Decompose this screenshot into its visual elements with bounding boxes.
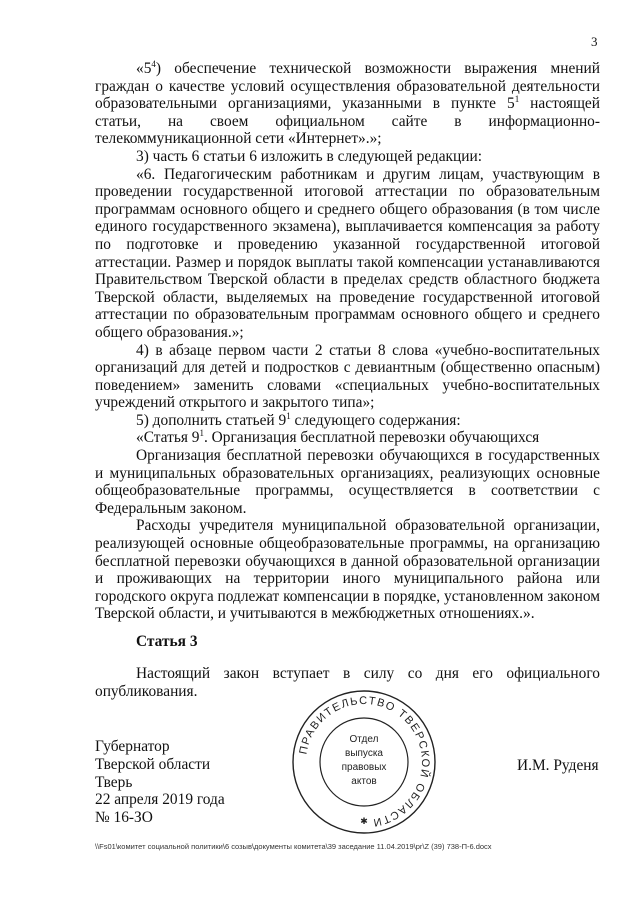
text-run: настоящей статьи, на своем официальном сайте в информационно-телекоммуникационной сети «Интернет».»; bbox=[95, 95, 600, 148]
text-run: «6. Педагогическим работникам и другим лицам, участвующим в проведении государственной итоговой аттестации по образовательным программам основного общего и среднего общего образования (в том числе единого государственного экзамена), выплачивается компенсация за работу по подготовке и проведению указанной государственной итоговой аттестации. Размер и порядок выплаты такой компенсации устанавливаются Правительством Тверской области в пределах средств областного бюджета Тверской области, выделяемых на проведение государственной итоговой аттестации по образовательным программам основного общего и среднего общего образования.»; bbox=[95, 165, 600, 341]
text-run: «Статья 9 bbox=[136, 429, 200, 447]
official-stamp bbox=[290, 688, 438, 836]
text-run: Организация бесплатной перевозки обучающихся в государственных и муниципальных образовательных организациях, реализующих основные общеобразовательные программы, осуществляется в соответствии с Федеральным законом. bbox=[95, 447, 600, 517]
paragraph-8 bbox=[95, 517, 600, 623]
superscript: 1 bbox=[514, 94, 520, 105]
article-heading: Статья 3 bbox=[136, 633, 198, 650]
paragraph-2 bbox=[95, 148, 600, 166]
text-run: Расходы учредителя муниципальной образовательной организации, реализующей основные общеобразовательные программы, на организацию бесплатной перевозки обучающихся в данной образовательной организации и проживающих на территории иного муниципального района или городского округа подлежат компенсации в порядке, установленном законом Тверской области, и учитываются в межбюджетных отношениях.». bbox=[95, 517, 600, 623]
text-run: . Организация бесплатной перевозки обучающихся bbox=[203, 429, 540, 447]
text-run: «5 bbox=[136, 60, 152, 77]
paragraph-4 bbox=[95, 342, 600, 412]
paragraph-6 bbox=[95, 429, 600, 447]
paragraph-1 bbox=[95, 60, 600, 148]
text-run: 5) дополнить статьей 9 bbox=[136, 411, 287, 429]
signature-block bbox=[95, 738, 225, 827]
paragraph-7 bbox=[95, 447, 600, 517]
paragraph-3 bbox=[95, 166, 600, 342]
stamp-ring-text: ПРАВИТЕЛЬСТВО ТВЕРСКОЙ ОБЛАСТИ bbox=[297, 694, 432, 829]
final-paragraph: Настоящий закон вступает в силу со дня его официального опубликования. bbox=[95, 665, 600, 700]
stamp-line2: выпуска bbox=[345, 748, 383, 759]
document-body bbox=[95, 60, 600, 623]
signature-name: И.М. Руденя bbox=[517, 757, 599, 774]
signature-city: Тверь bbox=[95, 773, 133, 791]
signature-title-line1: Губернатор bbox=[95, 738, 170, 755]
stamp-line1: Отдел bbox=[349, 734, 379, 745]
page-number: 3 bbox=[591, 34, 598, 49]
superscript: 1 bbox=[286, 410, 291, 421]
superscript: 1 bbox=[199, 428, 204, 439]
text-run: 3) часть 6 статьи 6 изложить в следующей редакции: bbox=[136, 147, 483, 165]
superscript: 4 bbox=[151, 58, 156, 69]
text-run: следующего содержания: bbox=[290, 411, 461, 429]
stamp-star-icon: ✱ bbox=[360, 816, 368, 826]
text-run: ) обеспечение технической возможности выражения мнений граждан о качестве условий осуществления образовательной деятельности образовательными организациями, указанными в пункте 5 bbox=[95, 60, 600, 113]
signature-number: № 16-ЗО bbox=[95, 809, 153, 827]
signature-date: 22 апреля 2019 года bbox=[95, 791, 225, 809]
stamp-line4: актов bbox=[351, 776, 377, 787]
footer-file-path: \\Fs01\комитет социальной политики\6 созыв\документы комитета\39 заседание 11.04.2019\pr\Z (39) 738-П-6.docx bbox=[95, 842, 492, 851]
stamp-line3: правовых bbox=[341, 762, 387, 773]
paragraph-5 bbox=[95, 412, 600, 430]
text-run: 4) в абзаце первом части 2 статьи 8 слова «учебно-воспитательных организаций для детей и подростков с девиантным (общественно опасным) поведением» заменить словами «специальных учебно-воспитательных учреждений открытого и закрытого типа»; bbox=[95, 341, 600, 412]
signature-title-line2: Тверской области bbox=[95, 755, 211, 773]
